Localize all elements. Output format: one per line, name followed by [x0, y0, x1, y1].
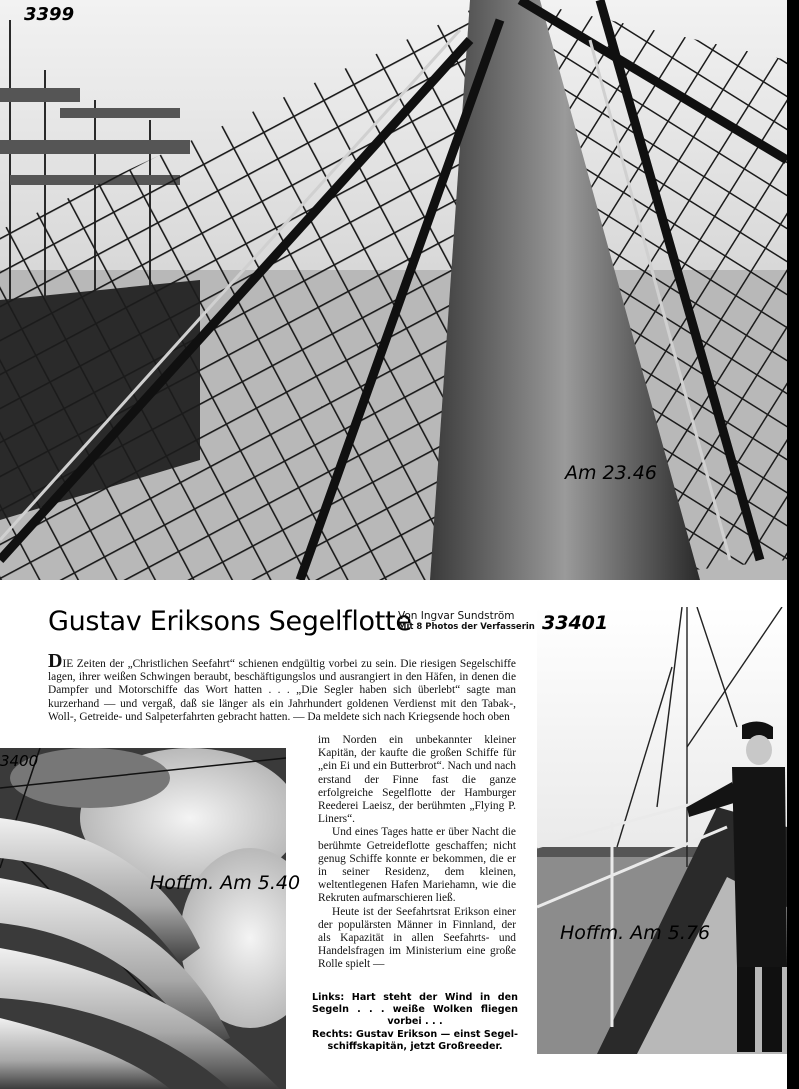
byline-photos: Mit 8 Photos der Verfasserin	[398, 622, 535, 632]
right-photo-number: 33401	[542, 612, 609, 634]
erikson-portrait-photo	[537, 607, 787, 1054]
column-para-3: Heute ist der Seefahrtsrat Erikson einer der populärsten Männer in Finnland, der als Kapazität in allen Seefahrts- und Handelsfragen im Ministerium eine große Rolle spielt —	[318, 905, 516, 971]
column-para-1: im Norden ein unbekannter kleiner Kapitän, der kaufte die großen Schiffe für „ein Ei und ein Butterbrot“. Nach und nach erstand der Finne fast die ganze erfolgreiche Segelflotte der Hamburger Reederei Laeisz, der berühmten „Flying P. Liners“.	[318, 734, 516, 826]
byline-author: Von Ingvar Sundström	[398, 610, 515, 622]
left-photo-note: Hoffm. Am 5.40	[150, 872, 301, 894]
caption-line-1: Links: Hart steht der Wind in den	[312, 992, 518, 1003]
article-title: Gustav Eriksons Segelflotte	[48, 606, 412, 637]
left-photo-number: 3400	[0, 752, 39, 770]
article-intro	[48, 650, 516, 724]
right-photo-note: Hoffm. Am 5.76	[560, 922, 711, 944]
article-column	[318, 734, 516, 972]
caption-line-4: Rechts: Gustav Erikson — einst Segel-	[312, 1028, 518, 1040]
caption-line-5: schiffskapitän, jetzt Großreeder.	[327, 1040, 503, 1052]
caption-line-3: vorbei . . .	[387, 1016, 443, 1028]
intro-text: IE Zeiten der „Christlichen Seefahrt“ schienen endgültig vorbei zu sein. Die riesigen Segelschiffe lagen, ihrer weißen Schwingen beraubt, beschäftigungslos und ausrangiert in den Häfen, in denen die Dampfer und Motorschiffe das Wort hatten . . . „Die Segler haben sich überlebt“ sagte man kurzerhand — und vergaß, daß sie länger als ein Jahrhundert goldenen Verdienst mit den Tabak-, Woll-, Getreide- und Salpeterfahrten gebracht hatten. — Da meldete sich nach Kriegsende hoch oben	[48, 658, 516, 723]
top-page-number: 3399	[24, 4, 75, 25]
page-edge	[787, 0, 799, 1089]
dropcap: D	[48, 650, 63, 672]
caption-line-2: Segeln . . . weiße Wolken fliegen	[312, 1004, 518, 1016]
column-para-2: Und eines Tages hatte er über Nacht die berühmte Getreideflotte geschaffen; nicht genug Schiffe konnte er bekommen, die er in seiner Residenz, dem kleinen, weltentlegenen Hafen Mariehamn, wie die Rekruten aufmarschieren ließ.	[318, 826, 516, 905]
top-photo-note: Am 23.46	[565, 462, 657, 484]
byline	[398, 611, 535, 633]
photo-captions	[312, 992, 518, 1053]
sails-clouds-photo	[0, 748, 286, 1089]
